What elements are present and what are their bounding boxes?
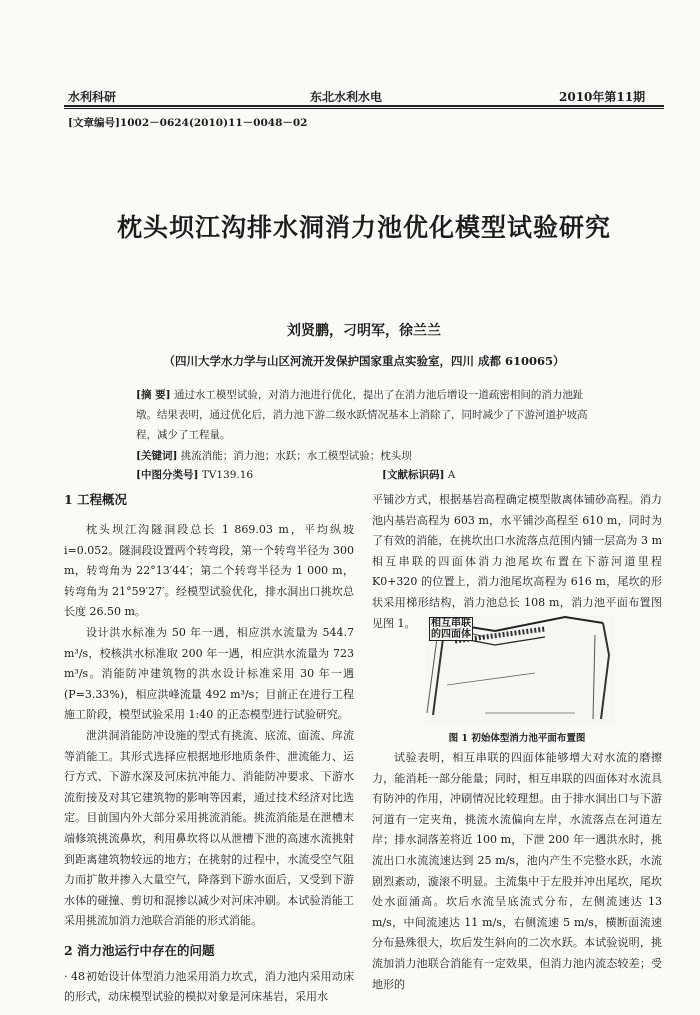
journal-name: 东北水利水电	[310, 90, 383, 104]
header-rule-thin	[64, 108, 664, 109]
affiliation: （四川大学水力学与山区河流开发保护国家重点实验室，四川 成都 610065）	[163, 354, 565, 368]
paragraph: 枕头坝江沟隧洞段总长 1 869.03 m，平均纵坡 i=0.052。隧洞段设置两个转弯段，第一个转弯半径为 300 m，转弯角为 22°13′44′；第二个转弯半径为 1 000 m，转弯角为 21°59′27′。经模型试验优化，排水洞出口挑坎总长度 26.50 m。	[64, 523, 354, 619]
figure-1-caption: 图 1 初始体型消力池平面布置图	[448, 733, 586, 744]
abstract	[136, 385, 592, 445]
journal-section: 水利科研	[68, 90, 117, 104]
classification	[136, 465, 253, 485]
paragraph: 平铺沙方式，根据基岩高程确定模型散离体铺砂高程。消力池内基岩高程为 603 m，水平铺沙高程至 610 m，同时为了有效的消能，在挑坎出口水流落点范围内铺一层高为 3 m 相互串联的四面体消力池尾坎布置在下游河道里程 K0+320 的位置上，消力池尾坎高程为 616 m，尾坎的形状采用梯形结构，消力池总长 108 m，消力池平面布置图见图 1。	[372, 493, 662, 630]
figure-1	[425, 615, 615, 725]
document-code-value: A	[447, 469, 456, 481]
header-rule	[64, 105, 664, 107]
paper-title: 枕头坝江沟排水洞消力池优化模型试验研究	[116, 213, 611, 242]
authors: 刘贤鹏，刁明军，徐兰兰	[287, 323, 441, 339]
keywords-label: [关键词]	[136, 450, 178, 462]
section-1-heading: 1 工程概况	[64, 492, 128, 507]
figure-callout-line: 相互串联	[431, 618, 471, 629]
keywords	[136, 446, 592, 466]
journal-issue: 2010年第11期	[559, 90, 646, 104]
document-code	[382, 465, 455, 485]
article-number: [文章编号]1002－0624(2010)11－0048－02	[68, 117, 308, 129]
paragraph: 初始设计体型消力池采用消力坎式，消力池内采用动床的形式，动床模型试验的模拟对象是河床基岩，采用水	[64, 969, 354, 1004]
keywords-text: 挑流消能；消力池；水跃；水工模型试验；枕头坝	[180, 450, 412, 462]
right-column	[372, 490, 662, 634]
classification-value: TV139.16	[201, 469, 254, 481]
document-code-label: [文献标识码]	[382, 469, 445, 481]
section-2-heading: 2 消力池运行中存在的问题	[64, 942, 215, 958]
left-column	[64, 490, 354, 1008]
figure-callout-line: 的四面体	[431, 629, 471, 640]
right-column-continued	[372, 748, 662, 995]
abstract-label: [摘 要]	[136, 389, 171, 401]
classification-label: [中图分类号]	[136, 469, 199, 481]
paragraph: 设计洪水标准为 50 年一遇，相应洪水流量为 544.7 m³/s，校核洪水标准取 200 年一遇，相应洪水流量为 723 m³/s。消能防冲建筑物的洪水设计标准采用 30 年一遇(P=3.33%)，相应洪峰流量 492 m³/s；目前正在进行工程施工阶段，模型试验采用 1:40 的正态模型进行试验研究。	[64, 625, 354, 722]
paragraph: 试验表明，相互串联的四面体能够增大对水流的磨擦力，能消耗一部分能量；同时，相互串联的四面体对水流具有防冲的作用，冲刷情况比较理想。由于排水洞出口与下游河道有一定夹角，挑流水流偏向左岸，水流落点在河道左岸；排水洞落差将近 100 m，下泄 200 年一遇洪水时，挑流出口水流流速达到 25 m/s，池内产生不完整水跃，水流剧烈紊动，漩滚不明显。主流集中于左股并冲出尾坎，尾坎处水面涌高。坎后水流呈底流式分布，左侧流速达 13 m/s，中间流速达 11 m/s，右侧流速 5 m/s，横断面流速分布悬殊很大，坎后发生斜向的二次水跃。本试验说明，挑流加消力池联合消能有一定效果，但消力池内流态较差；受地形的	[372, 751, 662, 991]
figure-callout	[429, 617, 473, 641]
page-number: · 48 ·	[64, 970, 92, 983]
paragraph: 泄洪洞消能防冲设施的型式有挑流、底流、面流、戽流等消能工。其形式选择应根据地形地质条件、泄流能力、运行方式、下游水深及河床抗冲能力、消能防冲要求、下游水流衔接及对其它建筑物的影响等因素，通过技术经济对比选定。目前国内外大部分采用挑流消能。挑流消能是在泄槽末端修筑挑流鼻坎，利用鼻坎将以从泄槽下泄的高速水流挑射到距离建筑物较远的地方；在挑射的过程中，水流受空气阻力而扩散并掺入大量空气，降落到下游水面后，又受到下游水体的碰撞、剪切和混掺以减少对河床冲刷。本试验消能工采用挑流加消力池联合消能的形式消能。	[64, 728, 354, 928]
abstract-text: 通过水工模型试验，对消力池进行优化，提出了在消力池后增设一道疏密相间的消力池趾墩。结果表明，通过优化后，消力池下游二级水跃情况基本上消除了，同时减少了下游河道护坡高程，减少了工程量。	[136, 389, 588, 441]
